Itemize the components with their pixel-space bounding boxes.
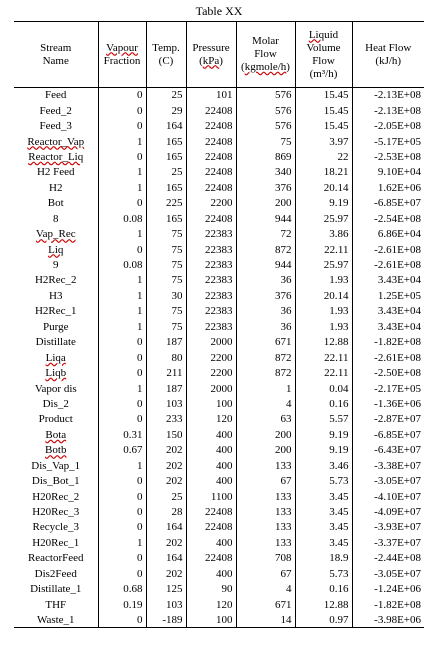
cell-vapour-fraction: 0 xyxy=(98,196,146,211)
cell-stream-name: 8 xyxy=(53,212,59,225)
cell-stream-name: H2Rec_1 xyxy=(34,305,77,318)
cell-heat-flow: -5.17E+05 xyxy=(352,134,424,149)
cell-vapour-fraction: 0 xyxy=(98,473,146,488)
cell-molar-flow: 576 xyxy=(236,103,295,118)
cell-liquid-volume-flow: 5.73 xyxy=(295,473,352,488)
cell-vapour-fraction: 1 xyxy=(98,180,146,195)
cell-temperature: 165 xyxy=(146,149,186,164)
cell-stream-name: Bot xyxy=(47,197,64,210)
cell-stream-name: Waste_1 xyxy=(14,612,98,627)
cell-liquid-volume-flow: 9.19 xyxy=(295,196,352,211)
cell-heat-flow: 1.62E+06 xyxy=(352,180,424,195)
cell-stream-name: Reactor_Vap xyxy=(27,135,85,148)
cell-heat-flow: -1.82E+08 xyxy=(352,597,424,612)
cell-temperature: -189 xyxy=(146,612,186,627)
cell-vapour-fraction: 0 xyxy=(98,489,146,504)
cell-temperature: 233 xyxy=(146,412,186,427)
cell-pressure: 22383 xyxy=(186,288,236,303)
cell-vapour-fraction: 0 xyxy=(98,103,146,118)
cell-stream-name: H2 xyxy=(49,181,63,194)
cell-heat-flow: -1.24E+06 xyxy=(352,582,424,597)
cell-stream-name: Dis_Bot_1 xyxy=(31,475,80,488)
table-row xyxy=(14,566,424,581)
cell-vapour-fraction: 0 xyxy=(98,566,146,581)
cell-stream-name: Dis_2 xyxy=(42,397,69,410)
cell-heat-flow: -2.17E+05 xyxy=(352,381,424,396)
cell-vapour-fraction: 1 xyxy=(98,273,146,288)
cell-heat-flow: -3.05E+07 xyxy=(352,566,424,581)
cell-heat-flow: -3.98E+06 xyxy=(352,612,424,627)
cell-stream-name: Recycle_3 xyxy=(32,521,79,534)
cell-temperature: 25 xyxy=(146,88,186,103)
cell-heat-flow: -2.53E+08 xyxy=(352,149,424,164)
cell-temperature: 164 xyxy=(146,520,186,535)
cell-molar-flow: 133 xyxy=(236,489,295,504)
table-row xyxy=(14,381,424,396)
column-header-pressure: Pressure (kPa) xyxy=(186,22,236,88)
table-row xyxy=(14,319,424,334)
cell-heat-flow: -2.61E+08 xyxy=(352,350,424,365)
cell-heat-flow: 9.10E+04 xyxy=(352,165,424,180)
table-row xyxy=(14,427,424,442)
cell-vapour-fraction: 0 xyxy=(98,242,146,257)
cell-vapour-fraction: 1 xyxy=(98,535,146,550)
cell-temperature: 30 xyxy=(146,288,186,303)
cell-molar-flow: 67 xyxy=(236,473,295,488)
cell-heat-flow: -2.05E+08 xyxy=(352,118,424,133)
cell-liquid-volume-flow: 20.14 xyxy=(295,288,352,303)
table-body xyxy=(14,88,424,628)
cell-molar-flow: 200 xyxy=(236,427,295,442)
cell-temperature: 164 xyxy=(146,551,186,566)
table-row xyxy=(14,149,424,164)
cell-stream-name: Distillate_1 xyxy=(30,583,82,596)
table-row xyxy=(14,226,424,241)
cell-pressure: 400 xyxy=(186,443,236,458)
cell-vapour-fraction: 0 xyxy=(98,350,146,365)
cell-stream-name: THF xyxy=(45,598,67,611)
cell-vapour-fraction: 0.67 xyxy=(98,443,146,458)
cell-temperature: 75 xyxy=(146,226,186,241)
cell-liquid-volume-flow: 3.97 xyxy=(295,134,352,149)
cell-heat-flow: 6.86E+04 xyxy=(352,226,424,241)
cell-molar-flow: 872 xyxy=(236,350,295,365)
cell-molar-flow: 133 xyxy=(236,504,295,519)
cell-pressure: 22383 xyxy=(186,273,236,288)
stream-table xyxy=(14,21,424,628)
table-row xyxy=(14,165,424,180)
cell-heat-flow: -1.82E+08 xyxy=(352,335,424,350)
cell-heat-flow: -2.61E+08 xyxy=(352,257,424,272)
cell-vapour-fraction: 1 xyxy=(98,304,146,319)
cell-liquid-volume-flow: 9.19 xyxy=(295,427,352,442)
cell-liquid-volume-flow: 3.45 xyxy=(295,520,352,535)
cell-vapour-fraction: 1 xyxy=(98,458,146,473)
cell-temperature: 25 xyxy=(146,165,186,180)
cell-stream-name: Bota xyxy=(45,428,67,441)
table-row xyxy=(14,412,424,427)
cell-vapour-fraction: 0 xyxy=(98,412,146,427)
cell-stream-name: Feed_2 xyxy=(39,104,72,117)
cell-temperature: 165 xyxy=(146,211,186,226)
cell-molar-flow: 200 xyxy=(236,196,295,211)
cell-heat-flow: 3.43E+04 xyxy=(352,319,424,334)
cell-vapour-fraction: 0 xyxy=(98,520,146,535)
cell-molar-flow: 340 xyxy=(236,165,295,180)
column-header-stream-name: Stream Name xyxy=(14,22,98,88)
cell-pressure: 2200 xyxy=(186,196,236,211)
cell-pressure: 22383 xyxy=(186,226,236,241)
cell-pressure: 120 xyxy=(186,597,236,612)
cell-liquid-volume-flow: 22.11 xyxy=(295,365,352,380)
cell-molar-flow: 133 xyxy=(236,535,295,550)
cell-heat-flow: 1.25E+05 xyxy=(352,288,424,303)
cell-molar-flow: 944 xyxy=(236,257,295,272)
cell-liquid-volume-flow: 0.16 xyxy=(295,396,352,411)
cell-liquid-volume-flow: 0.04 xyxy=(295,381,352,396)
table-row xyxy=(14,443,424,458)
cell-vapour-fraction: 1 xyxy=(98,319,146,334)
cell-temperature: 75 xyxy=(146,319,186,334)
cell-stream-name: H20Rec_3 xyxy=(32,506,80,519)
cell-heat-flow: -2.13E+08 xyxy=(352,88,424,103)
cell-pressure: 100 xyxy=(186,612,236,627)
cell-stream-name: Dis2Feed xyxy=(34,567,77,580)
cell-temperature: 29 xyxy=(146,103,186,118)
cell-pressure: 400 xyxy=(186,566,236,581)
cell-pressure: 22408 xyxy=(186,149,236,164)
cell-temperature: 164 xyxy=(146,118,186,133)
cell-molar-flow: 376 xyxy=(236,288,295,303)
cell-molar-flow: 36 xyxy=(236,273,295,288)
cell-molar-flow: 708 xyxy=(236,551,295,566)
cell-stream-name: Product xyxy=(38,413,73,426)
cell-pressure: 22408 xyxy=(186,103,236,118)
cell-temperature: 202 xyxy=(146,535,186,550)
cell-liquid-volume-flow: 22.11 xyxy=(295,350,352,365)
cell-vapour-fraction: 0 xyxy=(98,118,146,133)
cell-vapour-fraction: 0 xyxy=(98,149,146,164)
cell-molar-flow: 67 xyxy=(236,566,295,581)
cell-pressure: 2200 xyxy=(186,350,236,365)
cell-vapour-fraction: 0 xyxy=(98,396,146,411)
column-header-molar-flow: Molar Flow (kgmole/h) xyxy=(236,22,295,88)
cell-vapour-fraction: 1 xyxy=(98,134,146,149)
cell-vapour-fraction: 0.08 xyxy=(98,257,146,272)
cell-liquid-volume-flow: 0.16 xyxy=(295,582,352,597)
cell-vapour-fraction: 0 xyxy=(98,88,146,103)
cell-vapour-fraction: 0 xyxy=(98,612,146,627)
cell-vapour-fraction: 1 xyxy=(98,288,146,303)
table-row xyxy=(14,103,424,118)
cell-temperature: 165 xyxy=(146,180,186,195)
cell-liquid-volume-flow: 25.97 xyxy=(295,257,352,272)
cell-temperature: 187 xyxy=(146,335,186,350)
cell-temperature: 165 xyxy=(146,134,186,149)
cell-liquid-volume-flow: 1.93 xyxy=(295,319,352,334)
cell-vapour-fraction: 0.68 xyxy=(98,582,146,597)
cell-liquid-volume-flow: 15.45 xyxy=(295,88,352,103)
cell-molar-flow: 133 xyxy=(236,458,295,473)
cell-heat-flow: -1.36E+06 xyxy=(352,396,424,411)
cell-pressure: 2200 xyxy=(186,365,236,380)
table-row xyxy=(14,520,424,535)
cell-stream-name: H20Rec_2 xyxy=(32,490,80,503)
cell-stream-name: Liqb xyxy=(45,367,67,380)
cell-liquid-volume-flow: 5.57 xyxy=(295,412,352,427)
cell-molar-flow: 1 xyxy=(236,381,295,396)
cell-vapour-fraction: 1 xyxy=(98,381,146,396)
cell-pressure: 22408 xyxy=(186,504,236,519)
cell-liquid-volume-flow: 1.93 xyxy=(295,304,352,319)
cell-stream-name: ReactorFeed xyxy=(27,552,84,565)
table-row xyxy=(14,196,424,211)
table-row xyxy=(14,118,424,133)
cell-stream-name: H2 Feed xyxy=(36,166,75,179)
cell-liquid-volume-flow: 15.45 xyxy=(295,118,352,133)
cell-temperature: 75 xyxy=(146,257,186,272)
cell-temperature: 75 xyxy=(146,242,186,257)
cell-heat-flow: -3.37E+07 xyxy=(352,535,424,550)
cell-vapour-fraction: 1 xyxy=(98,226,146,241)
cell-stream-name: Liq xyxy=(48,243,64,256)
cell-molar-flow: 63 xyxy=(236,412,295,427)
cell-stream-name: Distillate xyxy=(35,336,76,349)
cell-pressure: 22383 xyxy=(186,304,236,319)
cell-liquid-volume-flow: 25.97 xyxy=(295,211,352,226)
cell-temperature: 187 xyxy=(146,381,186,396)
cell-heat-flow: -2.87E+07 xyxy=(352,412,424,427)
cell-stream-name: H3 xyxy=(49,289,63,302)
cell-liquid-volume-flow: 22 xyxy=(295,149,352,164)
cell-molar-flow: 36 xyxy=(236,319,295,334)
cell-pressure: 22383 xyxy=(186,319,236,334)
cell-liquid-volume-flow: 15.45 xyxy=(295,103,352,118)
cell-liquid-volume-flow: 3.45 xyxy=(295,504,352,519)
cell-liquid-volume-flow: 9.19 xyxy=(295,443,352,458)
cell-pressure: 400 xyxy=(186,458,236,473)
table-row xyxy=(14,365,424,380)
cell-stream-name: Vap_Rec xyxy=(35,228,76,241)
cell-stream-name: H2Rec_2 xyxy=(34,274,77,287)
cell-molar-flow: 4 xyxy=(236,396,295,411)
table-row xyxy=(14,335,424,350)
cell-heat-flow: -3.05E+07 xyxy=(352,473,424,488)
cell-pressure: 1100 xyxy=(186,489,236,504)
cell-temperature: 225 xyxy=(146,196,186,211)
cell-temperature: 202 xyxy=(146,473,186,488)
cell-stream-name: Liqa xyxy=(45,351,66,364)
cell-pressure: 22408 xyxy=(186,118,236,133)
cell-liquid-volume-flow: 1.93 xyxy=(295,273,352,288)
cell-pressure: 22408 xyxy=(186,165,236,180)
cell-vapour-fraction: 1 xyxy=(98,165,146,180)
table-row xyxy=(14,396,424,411)
cell-pressure: 2000 xyxy=(186,335,236,350)
cell-heat-flow: 3.43E+04 xyxy=(352,273,424,288)
cell-heat-flow: -2.54E+08 xyxy=(352,211,424,226)
cell-pressure: 22408 xyxy=(186,211,236,226)
cell-heat-flow: -4.10E+07 xyxy=(352,489,424,504)
table-row xyxy=(14,242,424,257)
cell-pressure: 100 xyxy=(186,396,236,411)
cell-stream-name: Reactor_Liq xyxy=(28,150,84,163)
table-row xyxy=(14,211,424,226)
table-row xyxy=(14,88,424,103)
cell-temperature: 75 xyxy=(146,304,186,319)
cell-vapour-fraction: 0 xyxy=(98,504,146,519)
cell-temperature: 103 xyxy=(146,396,186,411)
table-row xyxy=(14,597,424,612)
cell-liquid-volume-flow: 5.73 xyxy=(295,566,352,581)
cell-pressure: 22408 xyxy=(186,180,236,195)
cell-stream-name: 9 xyxy=(53,259,59,272)
cell-vapour-fraction: 0.19 xyxy=(98,597,146,612)
cell-molar-flow: 671 xyxy=(236,597,295,612)
cell-temperature: 202 xyxy=(146,458,186,473)
cell-heat-flow: -2.44E+08 xyxy=(352,551,424,566)
cell-liquid-volume-flow: 18.9 xyxy=(295,551,352,566)
cell-pressure: 400 xyxy=(186,473,236,488)
cell-temperature: 202 xyxy=(146,443,186,458)
cell-liquid-volume-flow: 3.86 xyxy=(295,226,352,241)
table-row xyxy=(14,535,424,550)
cell-heat-flow: -6.43E+07 xyxy=(352,443,424,458)
cell-temperature: 25 xyxy=(146,489,186,504)
cell-liquid-volume-flow: 12.88 xyxy=(295,335,352,350)
cell-heat-flow: -6.85E+07 xyxy=(352,196,424,211)
table-row xyxy=(14,473,424,488)
cell-heat-flow: 3.43E+04 xyxy=(352,304,424,319)
cell-liquid-volume-flow: 18.21 xyxy=(295,165,352,180)
cell-heat-flow: -2.50E+08 xyxy=(352,365,424,380)
cell-molar-flow: 36 xyxy=(236,304,295,319)
cell-temperature: 75 xyxy=(146,273,186,288)
table-row xyxy=(14,134,424,149)
cell-liquid-volume-flow: 22.11 xyxy=(295,242,352,257)
cell-pressure: 22383 xyxy=(186,257,236,272)
cell-molar-flow: 200 xyxy=(236,443,295,458)
cell-pressure: 22408 xyxy=(186,551,236,566)
table-caption: Table XX xyxy=(195,4,243,18)
column-header-vapour-fraction: Vapour Fraction xyxy=(98,22,146,88)
cell-molar-flow: 576 xyxy=(236,118,295,133)
cell-heat-flow: -4.09E+07 xyxy=(352,504,424,519)
cell-stream-name: Vapor dis xyxy=(34,382,77,395)
cell-temperature: 80 xyxy=(146,350,186,365)
table-row xyxy=(14,489,424,504)
cell-heat-flow: -2.61E+08 xyxy=(352,242,424,257)
cell-liquid-volume-flow: 20.14 xyxy=(295,180,352,195)
cell-liquid-volume-flow: 12.88 xyxy=(295,597,352,612)
cell-temperature: 103 xyxy=(146,597,186,612)
cell-temperature: 125 xyxy=(146,582,186,597)
cell-stream-name: Feed xyxy=(45,89,67,102)
cell-stream-name: Botb xyxy=(45,444,67,457)
cell-temperature: 211 xyxy=(146,365,186,380)
cell-vapour-fraction: 0.08 xyxy=(98,211,146,226)
cell-molar-flow: 872 xyxy=(236,242,295,257)
table-row xyxy=(14,612,424,627)
cell-molar-flow: 376 xyxy=(236,180,295,195)
column-header-liquid-volume-flow: Liquid Volume Flow (m³/h) xyxy=(295,22,352,88)
header-row xyxy=(14,22,424,88)
cell-molar-flow: 75 xyxy=(236,134,295,149)
cell-heat-flow: -2.13E+08 xyxy=(352,103,424,118)
table-row xyxy=(14,458,424,473)
cell-pressure: 2000 xyxy=(186,381,236,396)
cell-pressure: 90 xyxy=(186,582,236,597)
cell-stream-name: H20Rec_1 xyxy=(32,536,80,549)
cell-temperature: 202 xyxy=(146,566,186,581)
cell-vapour-fraction: 0.31 xyxy=(98,427,146,442)
cell-pressure: 22383 xyxy=(186,242,236,257)
cell-pressure: 120 xyxy=(186,412,236,427)
cell-liquid-volume-flow: 3.45 xyxy=(295,535,352,550)
table-row xyxy=(14,180,424,195)
cell-pressure: 22408 xyxy=(186,134,236,149)
cell-molar-flow: 576 xyxy=(236,88,295,103)
cell-molar-flow: 671 xyxy=(236,335,295,350)
cell-molar-flow: 4 xyxy=(236,582,295,597)
cell-molar-flow: 869 xyxy=(236,149,295,164)
cell-molar-flow: 944 xyxy=(236,211,295,226)
table-row xyxy=(14,582,424,597)
cell-molar-flow: 872 xyxy=(236,365,295,380)
table-row xyxy=(14,504,424,519)
cell-stream-name: Purge xyxy=(43,320,69,333)
column-header-temperature: Temp. (C) xyxy=(146,22,186,88)
cell-liquid-volume-flow: 3.46 xyxy=(295,458,352,473)
cell-pressure: 400 xyxy=(186,427,236,442)
cell-heat-flow: -3.93E+07 xyxy=(352,520,424,535)
cell-vapour-fraction: 0 xyxy=(98,551,146,566)
cell-pressure: 400 xyxy=(186,535,236,550)
cell-pressure: 101 xyxy=(186,88,236,103)
cell-stream-name: Feed_3 xyxy=(39,120,72,133)
cell-pressure: 22408 xyxy=(186,520,236,535)
column-header-heat-flow: Heat Flow (kJ/h) xyxy=(352,22,424,88)
cell-temperature: 28 xyxy=(146,504,186,519)
cell-temperature: 150 xyxy=(146,427,186,442)
cell-molar-flow: 72 xyxy=(236,226,295,241)
cell-molar-flow: 14 xyxy=(236,612,295,627)
cell-liquid-volume-flow: 0.97 xyxy=(295,612,352,627)
cell-molar-flow: 133 xyxy=(236,520,295,535)
table-row xyxy=(14,304,424,319)
cell-vapour-fraction: 0 xyxy=(98,365,146,380)
table-row xyxy=(14,350,424,365)
cell-heat-flow: -6.85E+07 xyxy=(352,427,424,442)
table-row xyxy=(14,288,424,303)
cell-stream-name: Dis_Vap_1 xyxy=(31,459,81,472)
table-row xyxy=(14,551,424,566)
table-row xyxy=(14,257,424,272)
table-row xyxy=(14,273,424,288)
cell-heat-flow: -3.38E+07 xyxy=(352,458,424,473)
cell-vapour-fraction: 0 xyxy=(98,335,146,350)
cell-liquid-volume-flow: 3.45 xyxy=(295,489,352,504)
